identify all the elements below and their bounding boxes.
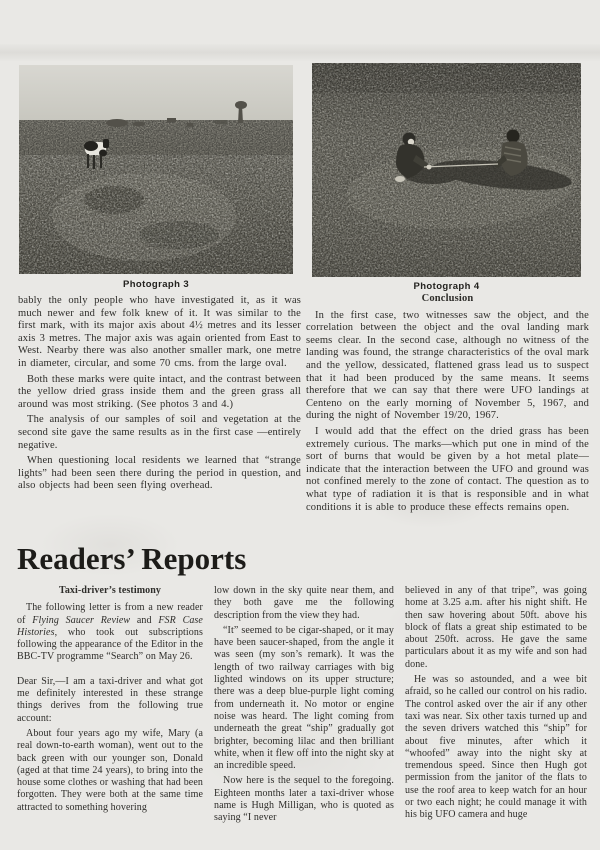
intro-text: and [130,614,159,626]
intro-text: , who took out subscriptions following the appearance of the Editor in the BBC-TV programme “Search” on May 26. [17,626,203,663]
article-paragraph: When questioning local residents we learned that “strange lights” had been seen there during the period in question, and also objects had been seen flying overhead. [18,455,301,492]
letter-paragraph: believed in any of that tripe”, was going home at 3.25 a.m. after his night shift. He then saw hovering about 50ft. above his block of flats a great ship estimated to be about 250ft. across. He gave the same particulars about it as my wife and son had done. [405,585,587,670]
editorial-intro-paragraph [17,602,203,663]
article-left-column [18,295,301,496]
conclusion-heading: Conclusion [421,293,474,304]
readers-column-2 [214,585,394,828]
photograph-3-image [19,65,293,274]
magazine-title-italic: Flying Saucer Review [32,614,131,626]
readers-reports-title: Readers’ Reports [17,541,247,576]
letter-paragraph: “It” seemed to be cigar-shaped, or it may have been saucer-shaped, from the angle it was seen (my son’s remark). It was the length of two railway carriages with big lighted windows on its upper structure; there was a deep blue-purple light coming from underneath it. No motor or engine noise was heard. The light coming from underneath the great “ship” gradually got brighter, becoming lilac and then brilliant white, when it flew off into the night sky at an incredible speed. [214,624,394,772]
letter-paragraph: Dear Sir,—I am a taxi-driver and what got me definitely interested in these strange things derives from the following true account: [17,675,203,724]
letter-paragraph: About four years ago my wife, Mary (a real down-to-earth woman), went out to the back green with our younger son, Donald (aged at that time 24 years), to bring into the house some clothes or washing that had been forgotten. They were both at the same time attracted to something hovering [17,727,203,813]
letter-paragraph: He was so astounded, and a wee bit afraid, so he called our control on his radio. The control asked over the air if any other taxi was near. Six other taxis turned up and the seven drivers watched this “ship” for about five minutes, after which it “whoofed” away into the night sky at tremendous speed. Since then Hugh got permission from the janitor of the flats to use the roof area to keep watch for an hour or two each night; he could manage it with his big UFO camera and huge [405,674,587,821]
article-paragraph: The analysis of our samples of soil and vegetation at the second site gave the same results as in the first case —entirely negative. [18,414,301,451]
magazine-title-italic: FSR Case Histories [17,614,203,638]
readers-column-3 [405,585,587,828]
photograph-4-image [312,63,581,277]
readers-column-1 [17,585,203,828]
article-paragraph: I would add that the effect on the dried grass has been extremely curious. The marks—which put one in mind of the sort of burns that would be given by a hot metal plate—indicate that the interaction between the UFO and ground was not confined merely to the zone of contact. The question as to what type of radiation it is that is responsible and in what conditions it is able to produce these effects remains open. [306,425,589,513]
article-paragraph: bably the only people who have investigated it, as it was much newer and few folk knew of it. It was similar to the first mark, with its major axis about 4½ metres and its lesser axis 3 metres. The major axis was again oriented from East to West. Nearby there was also another smaller mark, one metre in diameter, circular, and some 70 cms. from the large oval. [18,295,301,369]
page-bleed-through-band [0,44,600,61]
article-paragraph: Both these marks were quite intact, and the contrast between the yellow dried grass inside them and the green grass all around was most striking. (See photos 3 and 4.) [18,373,301,410]
intro-text: The following letter is from a new reader of [17,602,203,626]
letter-subheading: Taxi-driver’s testimony [58,585,161,596]
letter-paragraph: Now here is the sequel to the foregoing. Eighteen months later a taxi-driver whose name is Hugh Milligan, who is quoted as saying “I never [214,775,394,824]
photograph-4-caption: Photograph 4 [413,281,480,292]
article-right-column [306,293,589,517]
article-paragraph: In the first case, two witnesses saw the object, and the correlation between the object and the oval landing mark seems clear. In the second case, although no witness of the landing was found, the strange characteristics of the oval mark and the yellow, dessicated, flattened grass lead us to suspect that it had been produced by the same means. It seems therefore that we can say that there were UFO landings at Centeno on the early morning of November 5, 1967, and during the night of November 19/20, 1967. [306,309,589,422]
photograph-3-caption: Photograph 3 [122,279,190,290]
readers-reports-columns [17,585,587,828]
letter-paragraph: low down in the sky quite near them, and they both gave me the following description from the view they had. [214,585,394,621]
